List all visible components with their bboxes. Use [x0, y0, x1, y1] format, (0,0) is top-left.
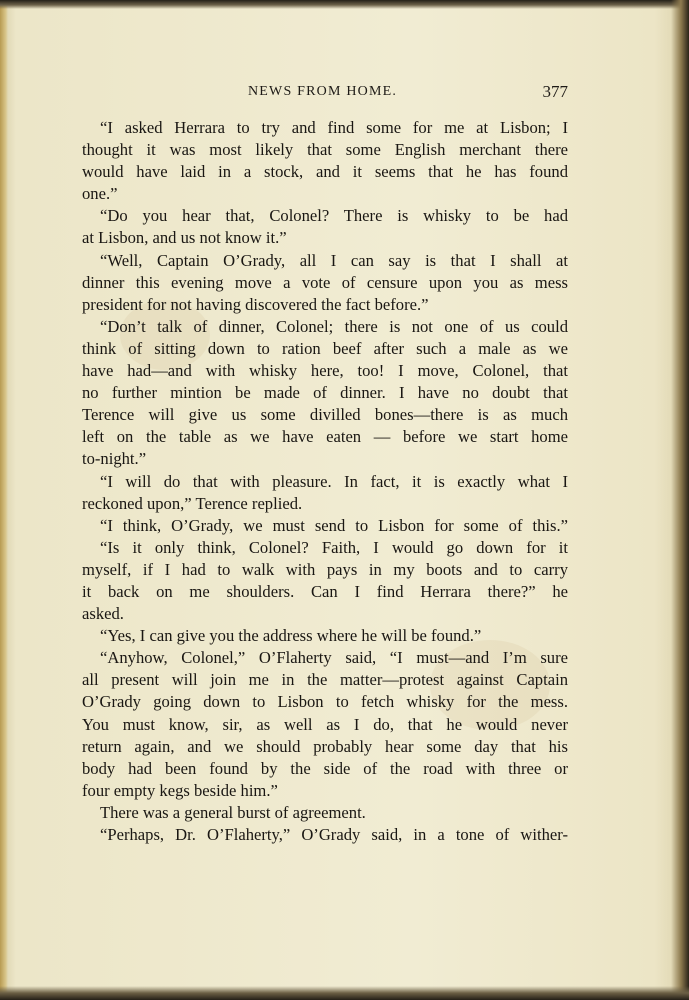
page-number: 377 — [542, 82, 568, 101]
text-line: to-night.” — [82, 449, 147, 469]
text-line: “Is it only think, Colonel? Faith, I would go down for it — [100, 537, 568, 557]
text-line: one.” — [82, 184, 118, 204]
text-line: “I asked Herrara to try and find some for me at Lisbon; I — [100, 118, 568, 137]
text-line: “Anyhow, Colonel,” O’Flaherty said, “I must—and I’m sure — [100, 648, 568, 668]
body-text — [82, 117, 568, 846]
text-line: it back on me shoulders. Can I find Herrara there?” he — [82, 581, 568, 601]
text-line: You must know, sir, as well as I do, that he would never — [82, 714, 568, 734]
text-line: asked. — [82, 604, 124, 624]
text-line: O’Grady going down to Lisbon to fetch whisky for the mess. — [82, 692, 568, 712]
text-line: four empty kegs beside him.” — [82, 780, 278, 800]
text-line: There was a general burst of agreement. — [100, 802, 366, 822]
text-line: Terence will give us some divilled bones—there is as much — [82, 405, 568, 425]
text-line: myself, if I had to walk with pays in my boots and to carry — [82, 559, 568, 579]
text-line: “Yes, I can give you the address where he will be found.” — [100, 626, 482, 646]
running-title: NEWS FROM HOME. — [248, 84, 398, 99]
text-line: at Lisbon, and us not know it.” — [82, 228, 287, 248]
page-top-edge — [0, 0, 689, 9]
text-line: left on the table as we have eaten — before we start home — [82, 427, 568, 447]
page-left-edge — [0, 0, 8, 1000]
text-line: return again, and we should probably hear some day that his — [82, 736, 568, 756]
text-line: dinner this evening move a vote of censure upon you as mess — [82, 272, 568, 292]
text-line: “Do you hear that, Colonel? There is whisky to be had — [100, 206, 568, 226]
text-line: “Well, Captain O’Grady, all I can say is that I shall at — [100, 250, 568, 270]
text-line: would have laid in a stock, and it seems that he has found — [82, 162, 568, 182]
text-line: reckoned upon,” Terence replied. — [82, 493, 303, 513]
text-line: body had been found by the side of the road with three or — [82, 758, 568, 778]
text-line: all present will join me in the matter—protest against Captain — [82, 670, 568, 690]
text-line: think of sitting down to ration beef after such a male as we — [82, 338, 568, 358]
text-line: “I think, O’Grady, we must send to Lisbon for some of this.” — [100, 515, 568, 535]
text-line: president for not having discovered the fact before.” — [82, 294, 429, 314]
text-line: “Don’t talk of dinner, Colonel; there is not one of us could — [100, 316, 568, 336]
page-header — [82, 84, 568, 104]
text-line: have had—and with whisky here, too! I move, Colonel, that — [82, 361, 568, 381]
text-line: “I will do that with pleasure. In fact, it is exactly what I — [100, 471, 568, 491]
page-right-edge — [671, 0, 689, 1000]
text-line: “Perhaps, Dr. O’Flaherty,” O’Grady said, in a tone of wither- — [100, 825, 568, 844]
text-line: thought it was most likely that some English merchant there — [82, 140, 568, 160]
page-bottom-edge — [0, 986, 689, 1000]
text-line: no further mintion be made of dinner. I have no doubt that — [82, 383, 568, 403]
